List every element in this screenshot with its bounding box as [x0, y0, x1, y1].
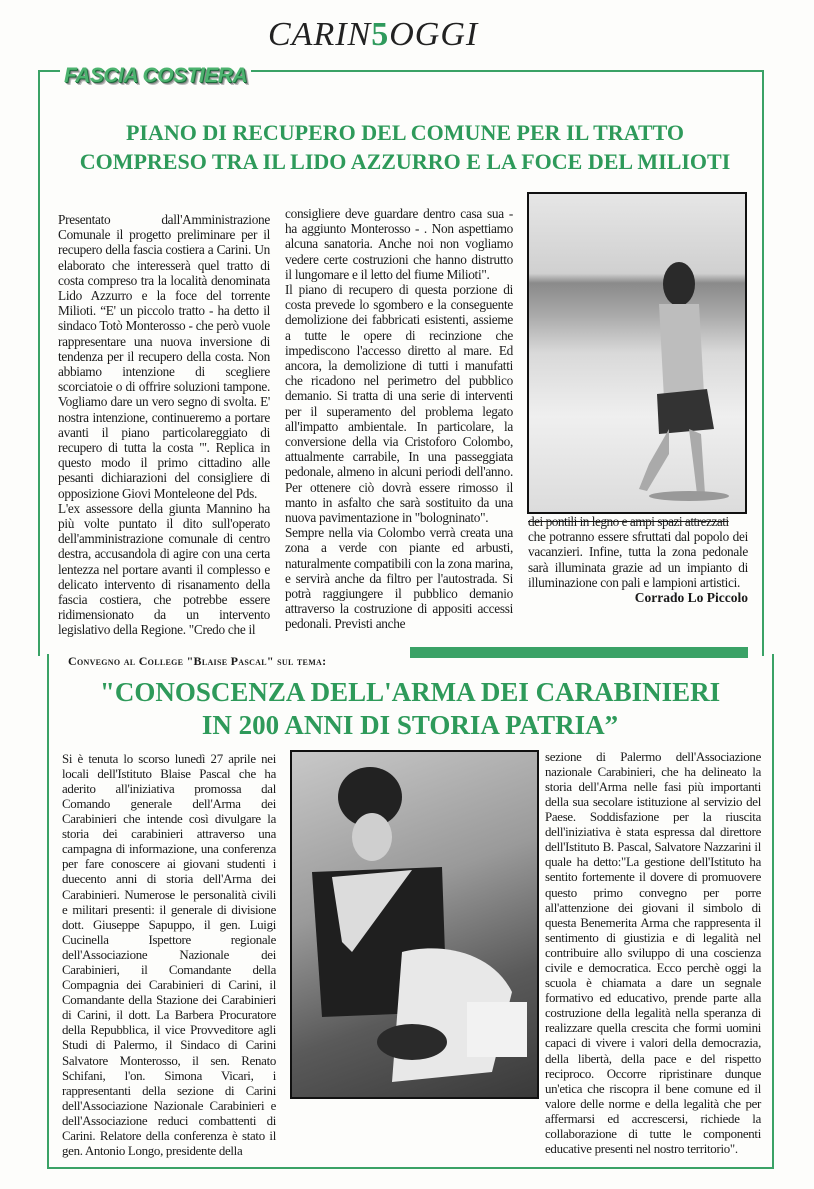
- article1-column-1: [58, 212, 270, 638]
- article2-column-3: [545, 750, 761, 1158]
- struck-text-line: dei pontili in legno e ampi spazi attrezzati: [528, 514, 729, 529]
- carabiniere-illustration: [290, 750, 539, 1099]
- paragraph: Sempre nella via Colombo verrà creata una zona a verde con piante ed arbusti, naturalmente compatibili con la zona marina, e servirà anche da filtro per l'autostrada. Si potrà raggiungere il pubblico demanio attraverso la costruzione di appositi accessi pedonali. Previsti anche: [285, 525, 513, 632]
- paragraph: che potranno essere sfruttati dal popolo dei vacanzieri. Infine, tutta la zona pedonale sarà illuminata grazie ad un impianto di illuminazione con pali e lampioni artistici.: [528, 529, 748, 590]
- paragraph: Il piano di recupero di questa porzione di costa prevede lo sgombero e la conseguente demolizione dei fabbricati esistenti, assieme a tutte le opere di recinzione che impediscono l'accesso diretto al mare. Ed ancora, la demolizione di tutti i manufatti che ricadono nel perimetro del pubblico demanio. Si tratta di una serie di interventi per il superamento del problema legato all'impatto ambientale. In particolare, la conversione della via Cristoforo Colombo, attualmente carrabile, In una passeggiata pedonale, almeno in alcuni periodi dell'anno. Per ottenere ciò dovrà essere rimosso il manto in asfalto che sarà sostituito da una nuova pavimentazione in "bologninato".: [285, 282, 513, 526]
- headline-line: "CONOSCENZA DELL'ARMA DEI CARABINIERI: [99, 676, 721, 707]
- masthead-five: 5: [371, 16, 390, 53]
- article1-headline: [40, 118, 770, 176]
- woman-on-beach-image: [529, 194, 745, 512]
- article1-column-2: [285, 206, 513, 632]
- beach-photo: [527, 192, 747, 514]
- headline-line: PIANO DI RECUPERO DEL COMUNE PER IL TRATTO: [125, 120, 685, 145]
- carabiniere-image: [292, 752, 537, 1097]
- article2-column-1: [62, 752, 276, 1160]
- paragraph: Presentato dall'Amministrazione Comunale il progetto preliminare per il recupero della fascia costiera a Carini. Un elaborato che interesserà quel tratto di costa compreso tra la località denominata Lido Azzurro e la foce del torrente Milioti. “E' un piccolo tratto - ha detto il sindaco Totò Monterosso - che però vuole rappresentare una nuova inversione di tendenza per il recupero della costa. Non abbiamo intenzione di scegliere scorciatoie o di offrire soluzioni tampone. Vogliamo dare un vero segno di svolta. E' nostra intenzione, continueremo a portare avanti il piano particolareggiato di recupero di tutta la costa "'. Replica in questo modo il primo cittadino alle pesanti dichiarazioni del consigliere di opposizione Giovi Monteleone del Pds.: [58, 212, 270, 501]
- kicker-bar: [410, 647, 748, 658]
- article1-column-3: [528, 514, 748, 605]
- headline-line: IN 200 ANNI DI STORIA PATRIA”: [201, 709, 619, 740]
- paragraph: sezione di Palermo dell'Associazione nazionale Carabinieri, che ha delineato la storia dell'Arma nelle fasi più importanti della sua secolare istituzione al servizio del Paese. Soddisfazione per la riuscita dell'iniziativa è stata espressa dal direttore dell'Istituto B. Pascal, Salvatore Nazzarini il quale ha detto:"La gestione dell'Istituto ha sentito fortemente il dovere di promuovere questo primo convegno per porre all'attenzione dei giovani il simbolo di questa Benemerita Arma che rappresenta il sentimento di giustizia e di legalità nel contribuire allo sviluppo di una coscienza civile e democratica. Ecco perchè oggi la scuola è chiamata a dare un segnale formativo ed educativo, prende parte alla costruzione della legalità nella speranza di realizzare quella crescita che formi uomini capaci di vivere i valori della democrazia, della libertà, della pace e del rispetto reciproco. Occorre ripristinare dunque un'etica che riscopra il bene comune ed il valore delle norme e della legalità che per affermarsi ed accrescersi, richiede la collaborazione di tutte le componenti educative presenti nel nostro territorio".: [545, 749, 761, 1157]
- paragraph: consigliere deve guardare dentro casa sua - ha aggiunto Monterosso - . Non aspettiamo alcuna sanatoria. Anche noi non vogliamo vedere certe costruzioni che hanno distrutto il lungomare e il letto del fiume Milioti".: [285, 206, 513, 282]
- paragraph: Si è tenuta lo scorso lunedì 27 aprile nei locali dell'Istituto Blaise Pascal che ha aderito all'iniziativa promossa dal Comando generale dell'Arma dei Carabinieri che intende così divulgare la storia dei carabinieri attraverso una campagna di informazione, una conferenza per fare conoscere ai giovani studenti i duecento anni di storia dell'Arma dei Carabinieri. Numerose le personalità civili e militari presenti: il generale di divisione dott. Giuseppe Sapuppo, il gen. Luigi Cucinella Ispettore regionale dell'Associazione Nazionale dei Carabinieri, il Comandante della Compagnia dei Carabinieri di Carini, il Comandante della Stazione dei Carabinieri di Carini, il dott. La Barbera Procuratore della Repubblica, il vice Provveditore agli Studi di Palermo, il Sindaco di Carini Salvatore Monterosso, il sen. Renato Schifani, l'on. Simona Vicari, i rappresentanti della sezione di Carini dell'Associazione Nazionale Carabinieri e dell'Associazione reduci combattenti di Carini. Relatore della conferenza è stato il gen. Antonio Longo, presidente della: [62, 751, 276, 1159]
- article2-kicker: Convegno al College "Blaise Pascal" sul tema:: [68, 653, 327, 668]
- byline: Corrado Lo Piccolo: [634, 590, 748, 606]
- headline-line: COMPRESO TRA IL LIDO AZZURRO E LA FOCE DEL MILIOTI: [79, 149, 731, 174]
- masthead-logo: [268, 16, 478, 54]
- section-tag: FASCIA COSTIERA: [60, 64, 251, 88]
- article2-headline: [40, 676, 780, 742]
- article2-section: [0, 644, 814, 1159]
- masthead-right: OGGI: [389, 16, 479, 53]
- paragraph: L'ex assessore della giunta Mannino ha più volte puntato il dito sull'operato dell'amministrazione comunale di centro destra, accusandola di agire con una certa lentezza nel portare avanti il complesso e delicato intervento di risanamento della fascia costiera, che potrebbe essere ridimensionato da un intervento legislativo della Regione. "Credo che il: [58, 500, 270, 638]
- masthead-left: CARIN: [268, 16, 372, 53]
